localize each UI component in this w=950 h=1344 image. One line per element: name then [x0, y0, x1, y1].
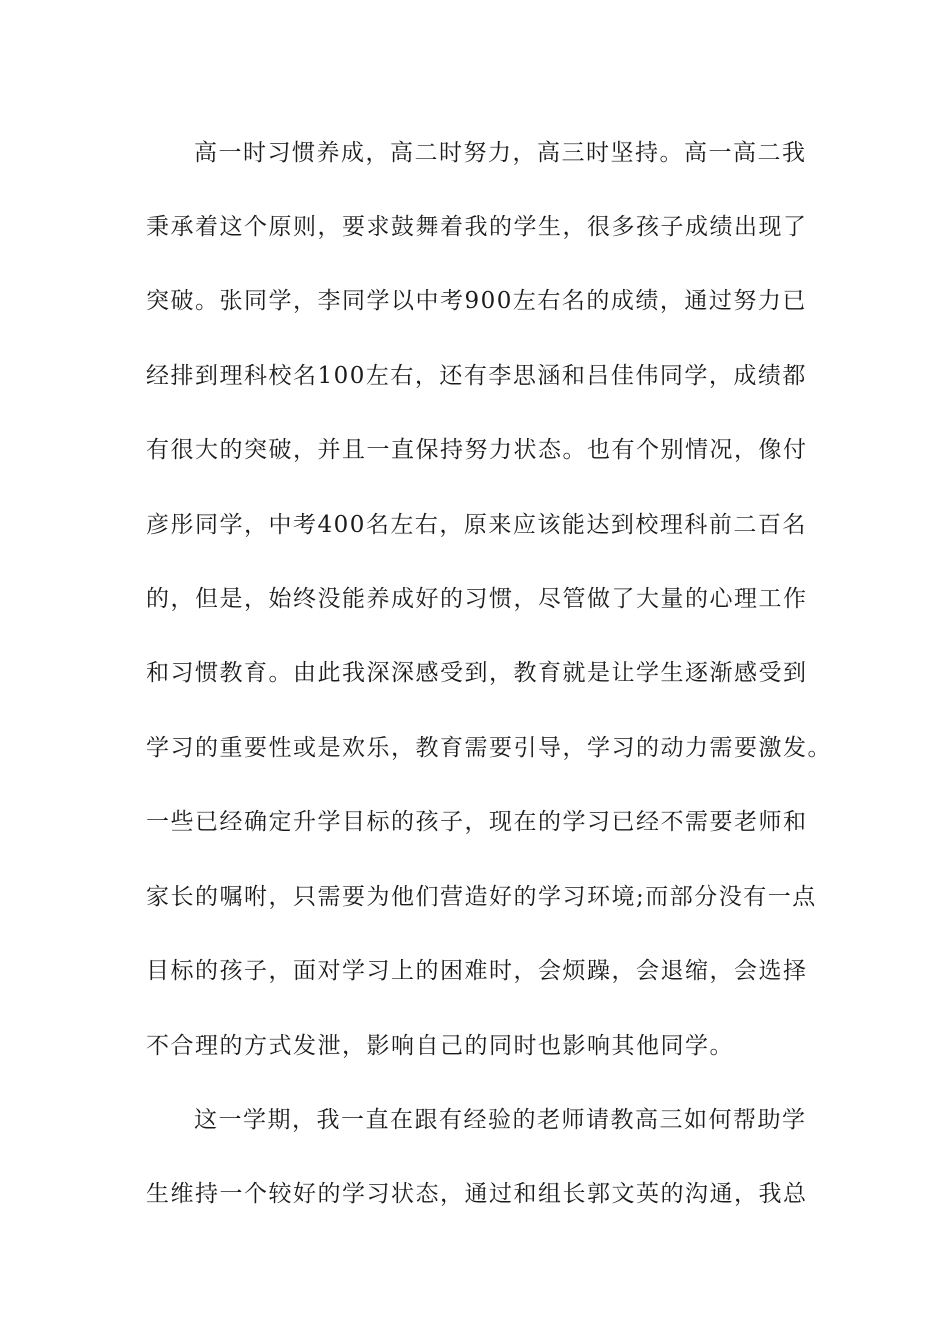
- paragraph-1-line-7: 的，但是，始终没能养成好的习惯，尽管做了大量的心理工作: [146, 586, 808, 612]
- paragraph-1-line-6: 彦彤同学，中考400名左右，原来应该能达到校理科前二百名: [146, 512, 807, 538]
- paragraph-1-line-8: 和习惯教育。由此我深深感受到，教育就是让学生逐渐感受到: [146, 660, 808, 686]
- paragraph-1-line-12: 目标的孩子，面对学习上的困难时，会烦躁，会退缩，会选择: [146, 958, 808, 984]
- paragraph-1-line-10: 一些已经确定升学目标的孩子，现在的学习已经不需要老师和: [146, 809, 808, 835]
- paragraph-1-line-2: 秉承着这个原则，要求鼓舞着我的学生，很多孩子成绩出现了: [146, 214, 808, 240]
- paragraph-1-line-5: 有很大的突破，并且一直保持努力状态。也有个别情况，像付: [146, 437, 808, 463]
- paragraph-1-line-1: 高一时习惯养成，高二时努力，高三时坚持。高一高二我: [194, 140, 807, 166]
- paragraph-2-line-2: 生维持一个较好的学习状态，通过和组长郭文英的沟通，我总: [146, 1181, 808, 1207]
- paragraph-1-line-13: 不合理的方式发泄，影响自己的同时也影响其他同学。: [146, 1033, 734, 1059]
- paragraph-1-line-9: 学习的重要性或是欢乐，教育需要引导，学习的动力需要激发。: [146, 735, 832, 761]
- paragraph-2-line-1: 这一学期，我一直在跟有经验的老师请教高三如何帮助学: [194, 1107, 807, 1133]
- paragraph-1-line-11: 家长的嘱咐，只需要为他们营造好的学习环境;而部分没有一点: [146, 884, 817, 910]
- paragraph-1-line-3: 突破。张同学，李同学以中考900左右名的成绩，通过努力已: [146, 288, 807, 314]
- paragraph-1-line-4: 经排到理科校名100左右，还有李思涵和吕佳伟同学，成绩都: [146, 363, 807, 389]
